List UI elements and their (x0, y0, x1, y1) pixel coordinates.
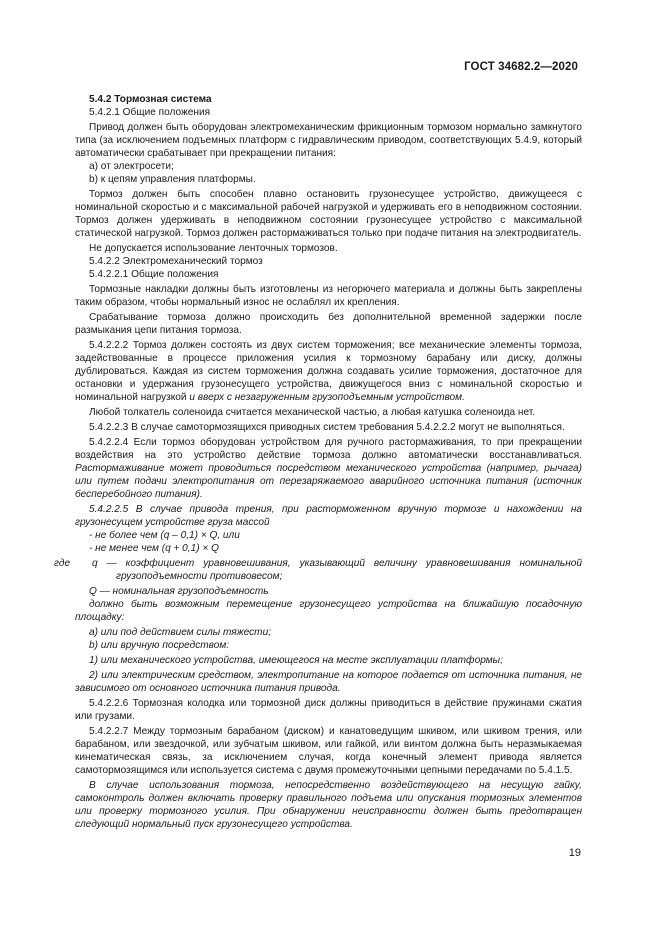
paragraph (75, 339, 582, 404)
where-definition: q — коэффициент уравновешивания, указывающий величину уравновешивания номинальной грузоподъемности противовесом; (92, 558, 582, 582)
paragraph: Не допускается использование ленточных тормозов. (89, 243, 338, 254)
paragraph (75, 436, 582, 501)
where-definition: Q — номинальная грузоподъемность (89, 586, 269, 597)
list-item: 1) или механического устройства, имеющегося на месте эксплуатации платформы; (89, 655, 503, 666)
list-item: 2) или электрическим средством, электропитание на которое подается от источника питания, не зависимого от основного источника питания привода. (75, 670, 582, 694)
page-number: 19 (568, 847, 581, 859)
subsection-heading: 5.4.2.2 Электромеханический тормоз (89, 256, 263, 267)
document-header: ГОСТ 34682.2—2020 (464, 61, 578, 73)
list-item: b) или вручную посредством: (89, 640, 230, 651)
list-item: а) от электросети; (89, 161, 174, 172)
paragraph: Тормоз должен быть способен плавно остановить грузонесущее устройство, движущееся с номинальной скоростью и с максимальной рабочей нагрузкой и удерживать его в неподвижном состоянии. Тормоз должен удерживать в неподвижном состоянии грузонесущее устройство с максимальной статической нагрузкой. Тормоз должен растормаживаться только при подаче питания на электродвигатель. (75, 189, 582, 239)
section-heading: 5.4.2 Тормозная система (89, 94, 212, 105)
paragraph: 5.4.2.2.5 В случае привода трения, при расторможенном вручную тормозе и нахождении на грузонесущем устройстве груза массой (75, 504, 582, 528)
list-item: b) к цепям управления платформы. (89, 174, 256, 185)
paragraph: 5.4.2.2.3 В случае самотормозящихся приводных систем требования 5.4.2.2.2 могут не выполняться. (89, 422, 565, 433)
where-block (54, 557, 582, 583)
subsection-heading: 5.4.2.1 Общие положения (89, 107, 211, 118)
paragraph-italic-text: и вверх с незагруженным грузоподъемным устройством. (186, 392, 465, 403)
paragraph: Срабатывание тормоза должно происходить без дополнительной временной задержки после размыкания цепи питания тормоза. (75, 312, 582, 336)
paragraph-text: 5.4.2.2.4 Если тормоз оборудован устройством для ручного растормаживания, то при прекращении воздействия на это устройство действие тормоза должно автоматически восстанавливаться. (75, 437, 582, 461)
subsection-heading: 5.4.2.2.1 Общие положения (89, 269, 219, 280)
page-body (54, 93, 582, 831)
paragraph: Тормозные накладки должны быть изготовлены из негорючего материала и должны быть закреплены таким образом, чтобы нормальный износ не ослаблял их крепления. (75, 284, 582, 308)
formula-line: - не менее чем (q + 0,1) × Q (89, 543, 219, 554)
paragraph-italic-text: Растормаживание может проводиться посредством механического устройства (например, рычага) или путем подачи электропитания от перезаряжаемого аварийного источника питания (источник бесперебойного питания). (75, 463, 582, 500)
formula-line: - не более чем (q – 0,1) × Q, или (89, 530, 240, 541)
paragraph: Любой толкатель соленоида считается механической частью, а любая катушка соленоида нет. (89, 407, 536, 418)
list-item: a) или под действием силы тяжести; (89, 627, 272, 638)
paragraph: В случае использования тормоза, непосредственно воздействующего на несущую гайку, самоконтроль должен включать проверку правильного подъема или опускания тормозных элементов или проверку тормозного усилия. При обнаружении неисправности должен быть предотвращен следующий нормальный пуск грузонесущего устройства. (75, 780, 582, 830)
paragraph: 5.4.2.2.7 Между тормозным барабаном (диском) и канатоведущим шкивом, или шкивом трения, или барабаном, или звездочкой, или зубчатым шкивом, или гайкой, или винтом должна быть неразмыкаемая кинематическая связь, за исключением случая, когда конечный элемент привода является самотормозящимся или используется система с двумя промежуточными цепными передачами по 5.4.1.5. (75, 726, 582, 776)
paragraph-text: 5.4.2.2.2 Тормоз должен состоять из двух систем торможения; все механические элементы тормоза, задействованные в процессе приложения усилия к тормозному барабану или диску, должны дублироваться. Каждая из систем торможения должна создавать усилие торможения, достаточное для остановки и удержания грузонесущего устройства, движущегося вниз с номинальной скоростью и номинальной нагрузкой (75, 340, 582, 403)
where-label: где (54, 558, 71, 569)
paragraph: должно быть возможным перемещение грузонесущего устройства на ближайшую посадочную площадку: (75, 599, 582, 623)
paragraph: 5.4.2.2.6 Тормозная колодка или тормозной диск должны приводиться в действие пружинами сжатия или грузами. (75, 698, 582, 722)
paragraph: Привод должен быть оборудован электромеханическим фрикционным тормозом нормально замкнутого типа (за исключением подъемных платформ с гидравлическим приводом, соответствующих 5.4.9, который автоматически срабатывает при прекращении питания: (75, 122, 582, 159)
